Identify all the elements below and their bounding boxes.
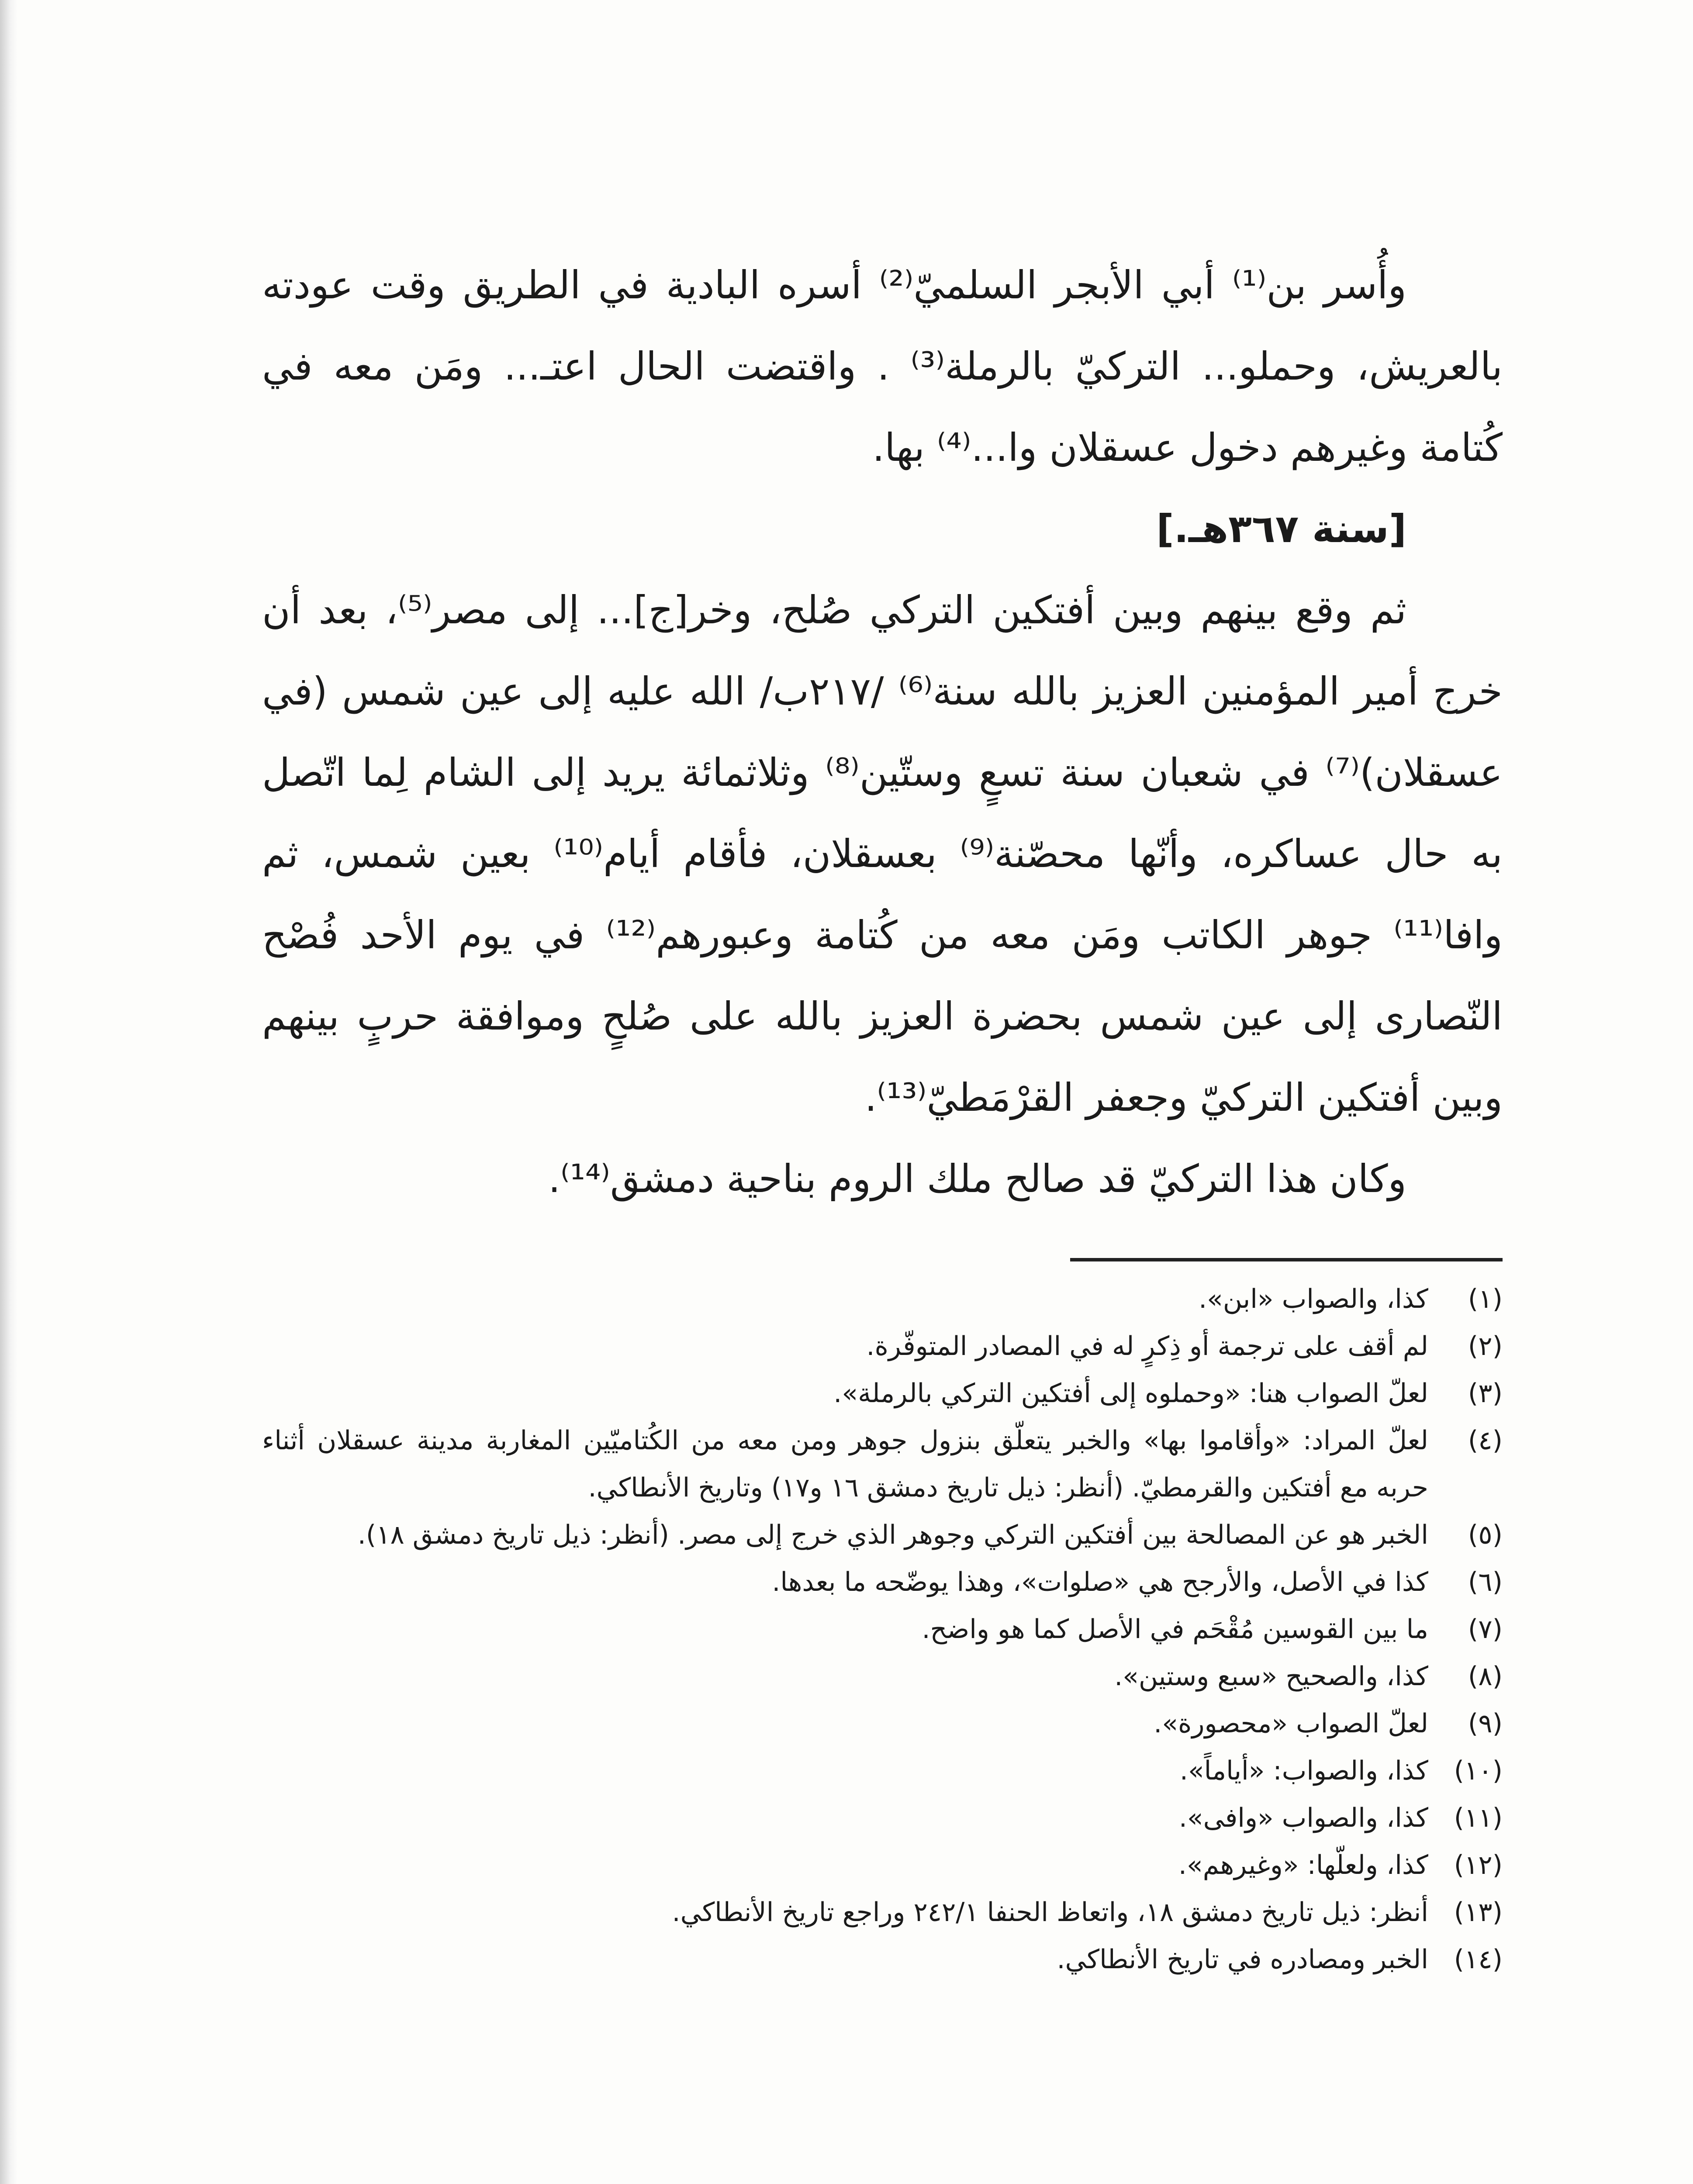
footnote-12 (262, 1842, 1503, 1889)
footnote-9 (262, 1700, 1503, 1747)
footnote-4 (262, 1417, 1503, 1511)
main-text (262, 245, 1503, 1220)
page-spine-shadow (0, 0, 17, 2184)
footnote-text: كذا، والصحيح «سبع وستين». (1114, 1661, 1428, 1692)
footnote-number: (٨) (1468, 1661, 1503, 1692)
footnote-number: (٥) (1468, 1520, 1503, 1550)
footnote-number: (٧) (1468, 1614, 1503, 1645)
footnote-text: ما بين القوسين مُقْحَم في الأصل كما هو واضح. (922, 1614, 1428, 1645)
footnote-number: (١٣) (1454, 1897, 1503, 1928)
footnote-text: أنظر: ذيل تاريخ دمشق ١٨، واتعاظ الحنفا ٢٤٢/١ وراجع تاريخ الأنطاكي. (672, 1897, 1428, 1928)
footnote-text: كذا، والصواب: «أياماً». (1179, 1755, 1428, 1786)
footnote-number: (١٢) (1454, 1850, 1503, 1880)
footnote-number: (٤) (1468, 1425, 1503, 1456)
footnote-number: (٢) (1468, 1331, 1503, 1362)
footnote-text: الخبر ومصادره في تاريخ الأنطاكي. (1057, 1944, 1428, 1975)
footnote-text: لم أقف على ترجمة أو ذِكرٍ له في المصادر المتوفّرة. (866, 1331, 1428, 1362)
footnote-separator (1070, 1258, 1503, 1261)
footnote-text: الخبر هو عن المصالحة بين أفتكين التركي وجوهر الذي خرج إلى مصر. (أنظر: ذيل تاريخ دمشق ١٨). (357, 1520, 1428, 1550)
footnote-number: (١) (1468, 1284, 1503, 1314)
footnote-11 (262, 1794, 1503, 1842)
footnote-7 (262, 1606, 1503, 1653)
footnote-text: كذا في الأصل، والأرجح هي «صلوات»، وهذا يوضّحه ما بعدها. (772, 1567, 1428, 1597)
footnote-number: (٣) (1468, 1378, 1503, 1409)
footnote-number: (٩) (1468, 1708, 1503, 1739)
footnote-13 (262, 1889, 1503, 1936)
paragraph-3: وكان هذا التركيّ قد صالح ملك الروم بناحية دمشق⁽¹⁴⁾. (548, 1156, 1406, 1201)
footnotes (262, 1275, 1503, 1983)
paragraph-2: ثم وقع بينهم وبين أفتكين التركي صُلح، وخر[ج]... إلى مصر⁽⁵⁾، بعد أن خرج أمير المؤمنين العزيز بالله سنة⁽⁶⁾ /٢١٧ب/ الله عليه إلى عين شمس (في عسقلان)⁽⁷⁾ في شعبان سنة تسعٍ وستّين⁽⁸⁾ وثلاثمائة يريد إلى الشام لِما اتّصل به حال عساكره، وأنّها محصّنة⁽⁹⁾ بعسقلان، فأقام أيام⁽¹⁰⁾ بعين شمس، ثم وافا⁽¹¹⁾ جوهر الكاتب ومَن معه من كُتامة وعبورهم⁽¹²⁾ في يوم الأحد فُصْح النّصارى إلى عين شمس بحضرة العزيز بالله على صُلحٍ وموافقة حربٍ بينهم وبين أفتكين التركيّ وجعفر القرْمَطيّ⁽¹³⁾. (262, 587, 1503, 1120)
year-heading: [سنة ٣٦٧هـ.] (1156, 506, 1406, 551)
footnote-text: كذا، والصواب «وافى». (1178, 1803, 1428, 1833)
footnote-text: لعلّ الصواب «محصورة». (1154, 1708, 1428, 1739)
footnote-14 (262, 1936, 1503, 1983)
footnote-number: (٦) (1468, 1567, 1503, 1597)
footnote-3 (262, 1370, 1503, 1417)
footnote-5 (262, 1511, 1503, 1559)
footnote-number: (١١) (1454, 1803, 1503, 1833)
footnote-8 (262, 1653, 1503, 1700)
footnote-text: كذا، ولعلّها: «وغيرهم». (1178, 1850, 1428, 1880)
footnote-6 (262, 1559, 1503, 1606)
footnote-text: كذا، والصواب «ابن». (1199, 1284, 1428, 1314)
paragraph-1: وأُسر بن⁽¹⁾ أبي الأبجر السلميّ⁽²⁾ أسره البادية في الطريق وقت عودته بالعريش، وحملو... التركيّ بالرملة⁽³⁾ . واقتضت الحال اعتـ... ومَن معه في كُتامة وغيرهم دخول عسقلان وا...⁽⁴⁾ بها. (262, 263, 1503, 470)
footnote-number: (١٤) (1454, 1944, 1503, 1975)
footnote-number: (١٠) (1454, 1755, 1503, 1786)
footnote-text: لعلّ الصواب هنا: «وحملوه إلى أفتكين التركي بالرملة». (833, 1378, 1428, 1409)
footnote-2 (262, 1323, 1503, 1370)
footnote-1 (262, 1275, 1503, 1323)
footnote-text: لعلّ المراد: «وأقاموا بها» والخبر يتعلّق بنزول جوهر ومن معه من الكُتاميّين المغاربة مدينة عسقلان أثناء حربه مع أفتكين والقرمطيّ. (أنظر: ذيل تاريخ دمشق ١٦ و١٧) وتاريخ الأنطاكي. (262, 1425, 1428, 1503)
footnote-10 (262, 1747, 1503, 1794)
